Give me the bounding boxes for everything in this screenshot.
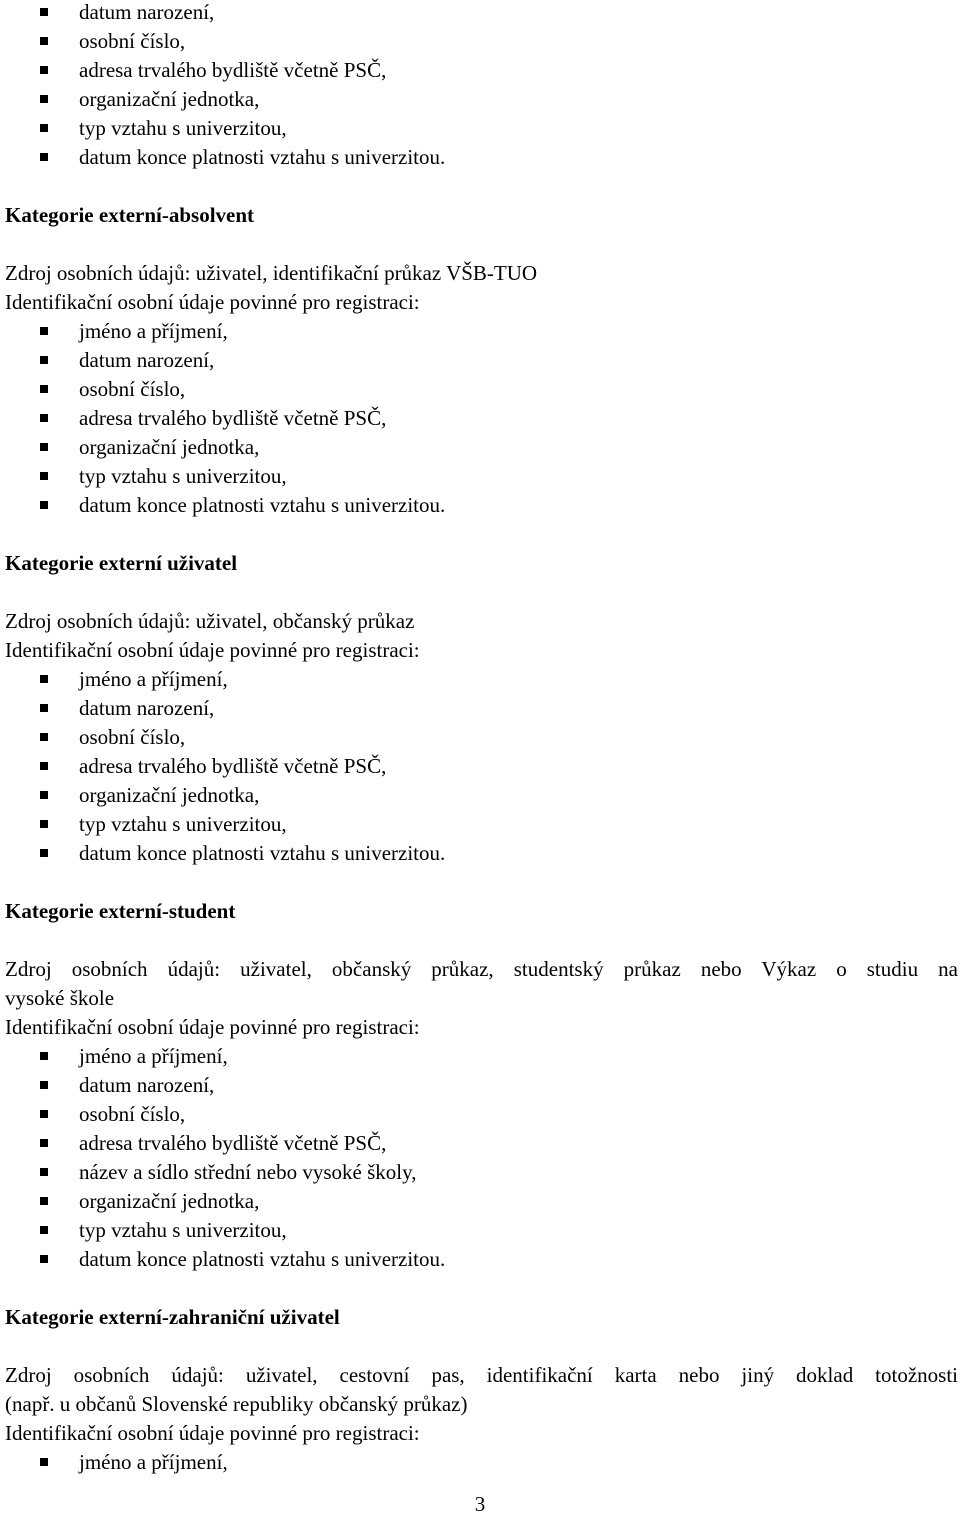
square-bullet-icon (40, 675, 48, 683)
list-item-text: organizační jednotka, (79, 435, 260, 459)
list-item (0, 1245, 960, 1274)
square-bullet-icon (40, 327, 48, 335)
list-item (0, 1071, 960, 1100)
required-fields-label: Identifikační osobní údaje povinné pro registraci: (5, 638, 420, 662)
square-bullet-icon (40, 153, 48, 161)
list-item (0, 346, 960, 375)
list-item-text: osobní číslo, (79, 29, 186, 53)
square-bullet-icon (40, 820, 48, 828)
square-bullet-icon (40, 1168, 48, 1176)
list-item-text: adresa trvalého bydliště včetně PSČ, (79, 754, 387, 778)
square-bullet-icon (40, 1197, 48, 1205)
square-bullet-icon (40, 501, 48, 509)
square-bullet-icon (40, 1110, 48, 1118)
source-text: Zdroj osobních údajů: uživatel, občanský průkaz, studentský průkaz nebo Výkaz o studiu na (5, 957, 958, 981)
source-text: Zdroj osobních údajů: uživatel, občanský průkaz (5, 609, 415, 633)
list-item (0, 1042, 960, 1071)
list-item (0, 839, 960, 868)
square-bullet-icon (40, 385, 48, 393)
list-item-text: adresa trvalého bydliště včetně PSČ, (79, 58, 387, 82)
square-bullet-icon (40, 1081, 48, 1089)
list-item (0, 1158, 960, 1187)
list-item-text: organizační jednotka, (79, 1189, 260, 1213)
list-item-text: datum konce platnosti vztahu s univerzitou. (79, 145, 446, 169)
list-item-text: osobní číslo, (79, 1102, 186, 1126)
list-item (0, 810, 960, 839)
section-heading: Kategorie externí uživatel (5, 551, 238, 575)
list-item (0, 665, 960, 694)
list-item-text: název a sídlo střední nebo vysoké školy, (79, 1160, 417, 1184)
list-item-text: jméno a příjmení, (79, 1044, 228, 1068)
square-bullet-icon (40, 1139, 48, 1147)
list-item-text: adresa trvalého bydliště včetně PSČ, (79, 1131, 387, 1155)
source-text: Zdroj osobních údajů: uživatel, cestovní pas, identifikační karta nebo jiný doklad totožnosti (5, 1363, 958, 1387)
square-bullet-icon (40, 704, 48, 712)
list-item-text: adresa trvalého bydliště včetně PSČ, (79, 406, 387, 430)
list-item-text: jméno a příjmení, (79, 667, 228, 691)
required-fields-label: Identifikační osobní údaje povinné pro registraci: (5, 290, 420, 314)
list-item (0, 27, 960, 56)
source-text: Zdroj osobních údajů: uživatel, identifikační průkaz VŠB-TUO (5, 261, 538, 285)
list-item (0, 404, 960, 433)
square-bullet-icon (40, 849, 48, 857)
square-bullet-icon (40, 1226, 48, 1234)
list-item (0, 56, 960, 85)
list-item-text: typ vztahu s univerzitou, (79, 1218, 287, 1242)
list-item (0, 723, 960, 752)
list-item-text: typ vztahu s univerzitou, (79, 812, 287, 836)
square-bullet-icon (40, 733, 48, 741)
square-bullet-icon (40, 8, 48, 16)
list-item-text: osobní číslo, (79, 725, 186, 749)
list-item-text: typ vztahu s univerzitou, (79, 116, 287, 140)
section-heading: Kategorie externí-zahraniční uživatel (5, 1305, 340, 1329)
page-number: 3 (474, 1492, 486, 1516)
list-item-text: datum konce platnosti vztahu s univerzitou. (79, 841, 446, 865)
required-fields-label: Identifikační osobní údaje povinné pro registraci: (5, 1015, 420, 1039)
square-bullet-icon (40, 762, 48, 770)
list-item-text: typ vztahu s univerzitou, (79, 464, 287, 488)
section-heading: Kategorie externí-student (5, 899, 236, 923)
square-bullet-icon (40, 472, 48, 480)
list-item-text: datum narození, (79, 0, 215, 24)
list-item (0, 1129, 960, 1158)
list-item (0, 462, 960, 491)
square-bullet-icon (40, 1255, 48, 1263)
square-bullet-icon (40, 95, 48, 103)
list-item-text: datum konce platnosti vztahu s univerzitou. (79, 493, 446, 517)
list-item (0, 114, 960, 143)
section-heading: Kategorie externí-absolvent (5, 203, 255, 227)
list-item-text: organizační jednotka, (79, 783, 260, 807)
square-bullet-icon (40, 37, 48, 45)
list-item (0, 752, 960, 781)
square-bullet-icon (40, 414, 48, 422)
list-item-text: datum narození, (79, 1073, 215, 1097)
square-bullet-icon (40, 1052, 48, 1060)
square-bullet-icon (40, 443, 48, 451)
square-bullet-icon (40, 66, 48, 74)
source-text: vysoké škole (5, 986, 115, 1010)
list-item (0, 143, 960, 172)
list-item (0, 781, 960, 810)
square-bullet-icon (40, 356, 48, 364)
square-bullet-icon (40, 1458, 48, 1466)
required-fields-label: Identifikační osobní údaje povinné pro registraci: (5, 1421, 420, 1445)
list-item (0, 375, 960, 404)
list-item-text: datum narození, (79, 348, 215, 372)
list-item (0, 85, 960, 114)
list-item (0, 0, 960, 27)
list-item (0, 317, 960, 346)
list-item (0, 1448, 960, 1477)
source-text: (např. u občanů Slovenské republiky občanský průkaz) (5, 1392, 468, 1416)
list-item (0, 1216, 960, 1245)
list-item (0, 1187, 960, 1216)
list-item (0, 491, 960, 520)
square-bullet-icon (40, 791, 48, 799)
list-item (0, 694, 960, 723)
list-item-text: datum konce platnosti vztahu s univerzitou. (79, 1247, 446, 1271)
list-item-text: datum narození, (79, 696, 215, 720)
list-item (0, 1100, 960, 1129)
list-item (0, 433, 960, 462)
list-item-text: jméno a příjmení, (79, 319, 228, 343)
list-item-text: jméno a příjmení, (79, 1450, 228, 1474)
square-bullet-icon (40, 124, 48, 132)
list-item-text: organizační jednotka, (79, 87, 260, 111)
list-item-text: osobní číslo, (79, 377, 186, 401)
